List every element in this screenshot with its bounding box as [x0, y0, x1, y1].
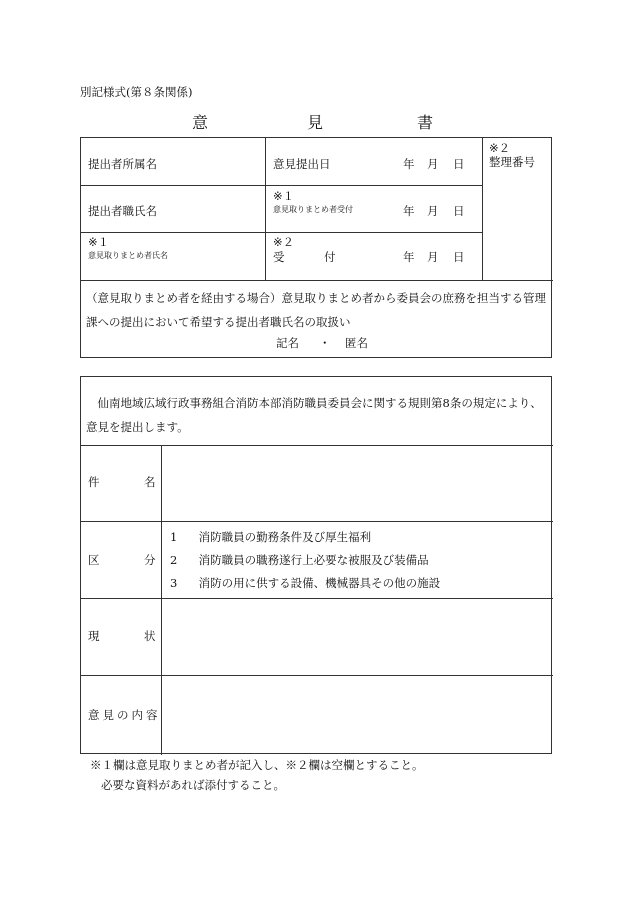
title-char-2: 見: [307, 113, 324, 132]
status-label-2: 状: [144, 629, 156, 643]
footnote-1: ※１欄は意見取りまとめ者が記入し、※２欄は空欄とすること。: [90, 758, 424, 772]
submitter-affiliation-label: 提出者所属名: [88, 157, 157, 171]
opinion-content-label: 意見の内容: [88, 708, 161, 722]
category-label-1: 区: [88, 553, 100, 567]
reference-number-label: 整理番号: [489, 155, 535, 169]
reception-year: 年: [403, 250, 415, 264]
subject-label-1: 件: [88, 475, 100, 489]
form-caption: 別記様式(第８条関係): [80, 85, 193, 99]
mark-1-coordinator: ※１: [88, 235, 110, 249]
option-separator: ・: [319, 336, 331, 350]
category-text-3: 消防の用に供する設備、機械器具その他の施設: [198, 576, 441, 590]
category-item-2: [170, 555, 429, 567]
category-label-2: 分: [144, 553, 156, 567]
category-num-1: 1: [170, 530, 178, 544]
receipt-day: 日: [453, 204, 465, 218]
footnote-2: 必要な資料があれば添付すること。: [101, 778, 285, 792]
anonymous-option: 匿名: [345, 336, 368, 350]
handling-note: （意見取りまとめ者を経由する場合）意見取りまとめ者から委員会の庶務を担当する管理課への提出において希望する提出者職氏名の取扱い: [86, 291, 546, 329]
submitter-name-label: 提出者職氏名: [88, 204, 157, 218]
submission-date-label: 意見提出日: [273, 157, 331, 171]
category-num-3: 3: [170, 576, 178, 590]
named-option: 記名: [276, 336, 299, 350]
date-day: 日: [453, 157, 465, 171]
title-char-1: 意: [192, 113, 209, 132]
receipt-month: 月: [427, 204, 439, 218]
reception-label-1: 受: [273, 250, 285, 264]
intro-text: 仙南地域広域行政事務組合消防本部消防職員委員会に関する規則第8条の規定により、意見を提出します。: [86, 396, 542, 434]
category-item-3: [170, 578, 440, 590]
document-title: [80, 110, 552, 132]
status-label-1: 現: [88, 629, 100, 643]
subject-label-2: 名: [144, 475, 156, 489]
opinion-table: [80, 376, 552, 754]
reception-label-2: 付: [324, 250, 336, 264]
category-text-1: 消防職員の勤務条件及び厚生福利: [198, 530, 372, 544]
category-text-2: 消防職員の職務遂行上必要な被服及び装備品: [198, 553, 429, 567]
reception-day: 日: [453, 250, 465, 264]
reception-month: 月: [427, 250, 439, 264]
date-year: 年: [403, 157, 415, 171]
title-char-3: 書: [417, 113, 434, 132]
date-month: 月: [427, 157, 439, 171]
coordinator-name-label: 意見取りまとめ者氏名: [88, 251, 168, 260]
mark-1: ※１: [273, 189, 295, 203]
submitter-info-table: [80, 137, 552, 358]
category-item-1: [170, 532, 371, 544]
mark-2-reference: ※２: [489, 141, 511, 155]
category-num-2: 2: [170, 553, 178, 567]
receipt-year: 年: [403, 204, 415, 218]
mark-2-reception: ※２: [273, 235, 295, 249]
coordinator-receipt-label: 意見取りまとめ者受付: [273, 205, 353, 214]
